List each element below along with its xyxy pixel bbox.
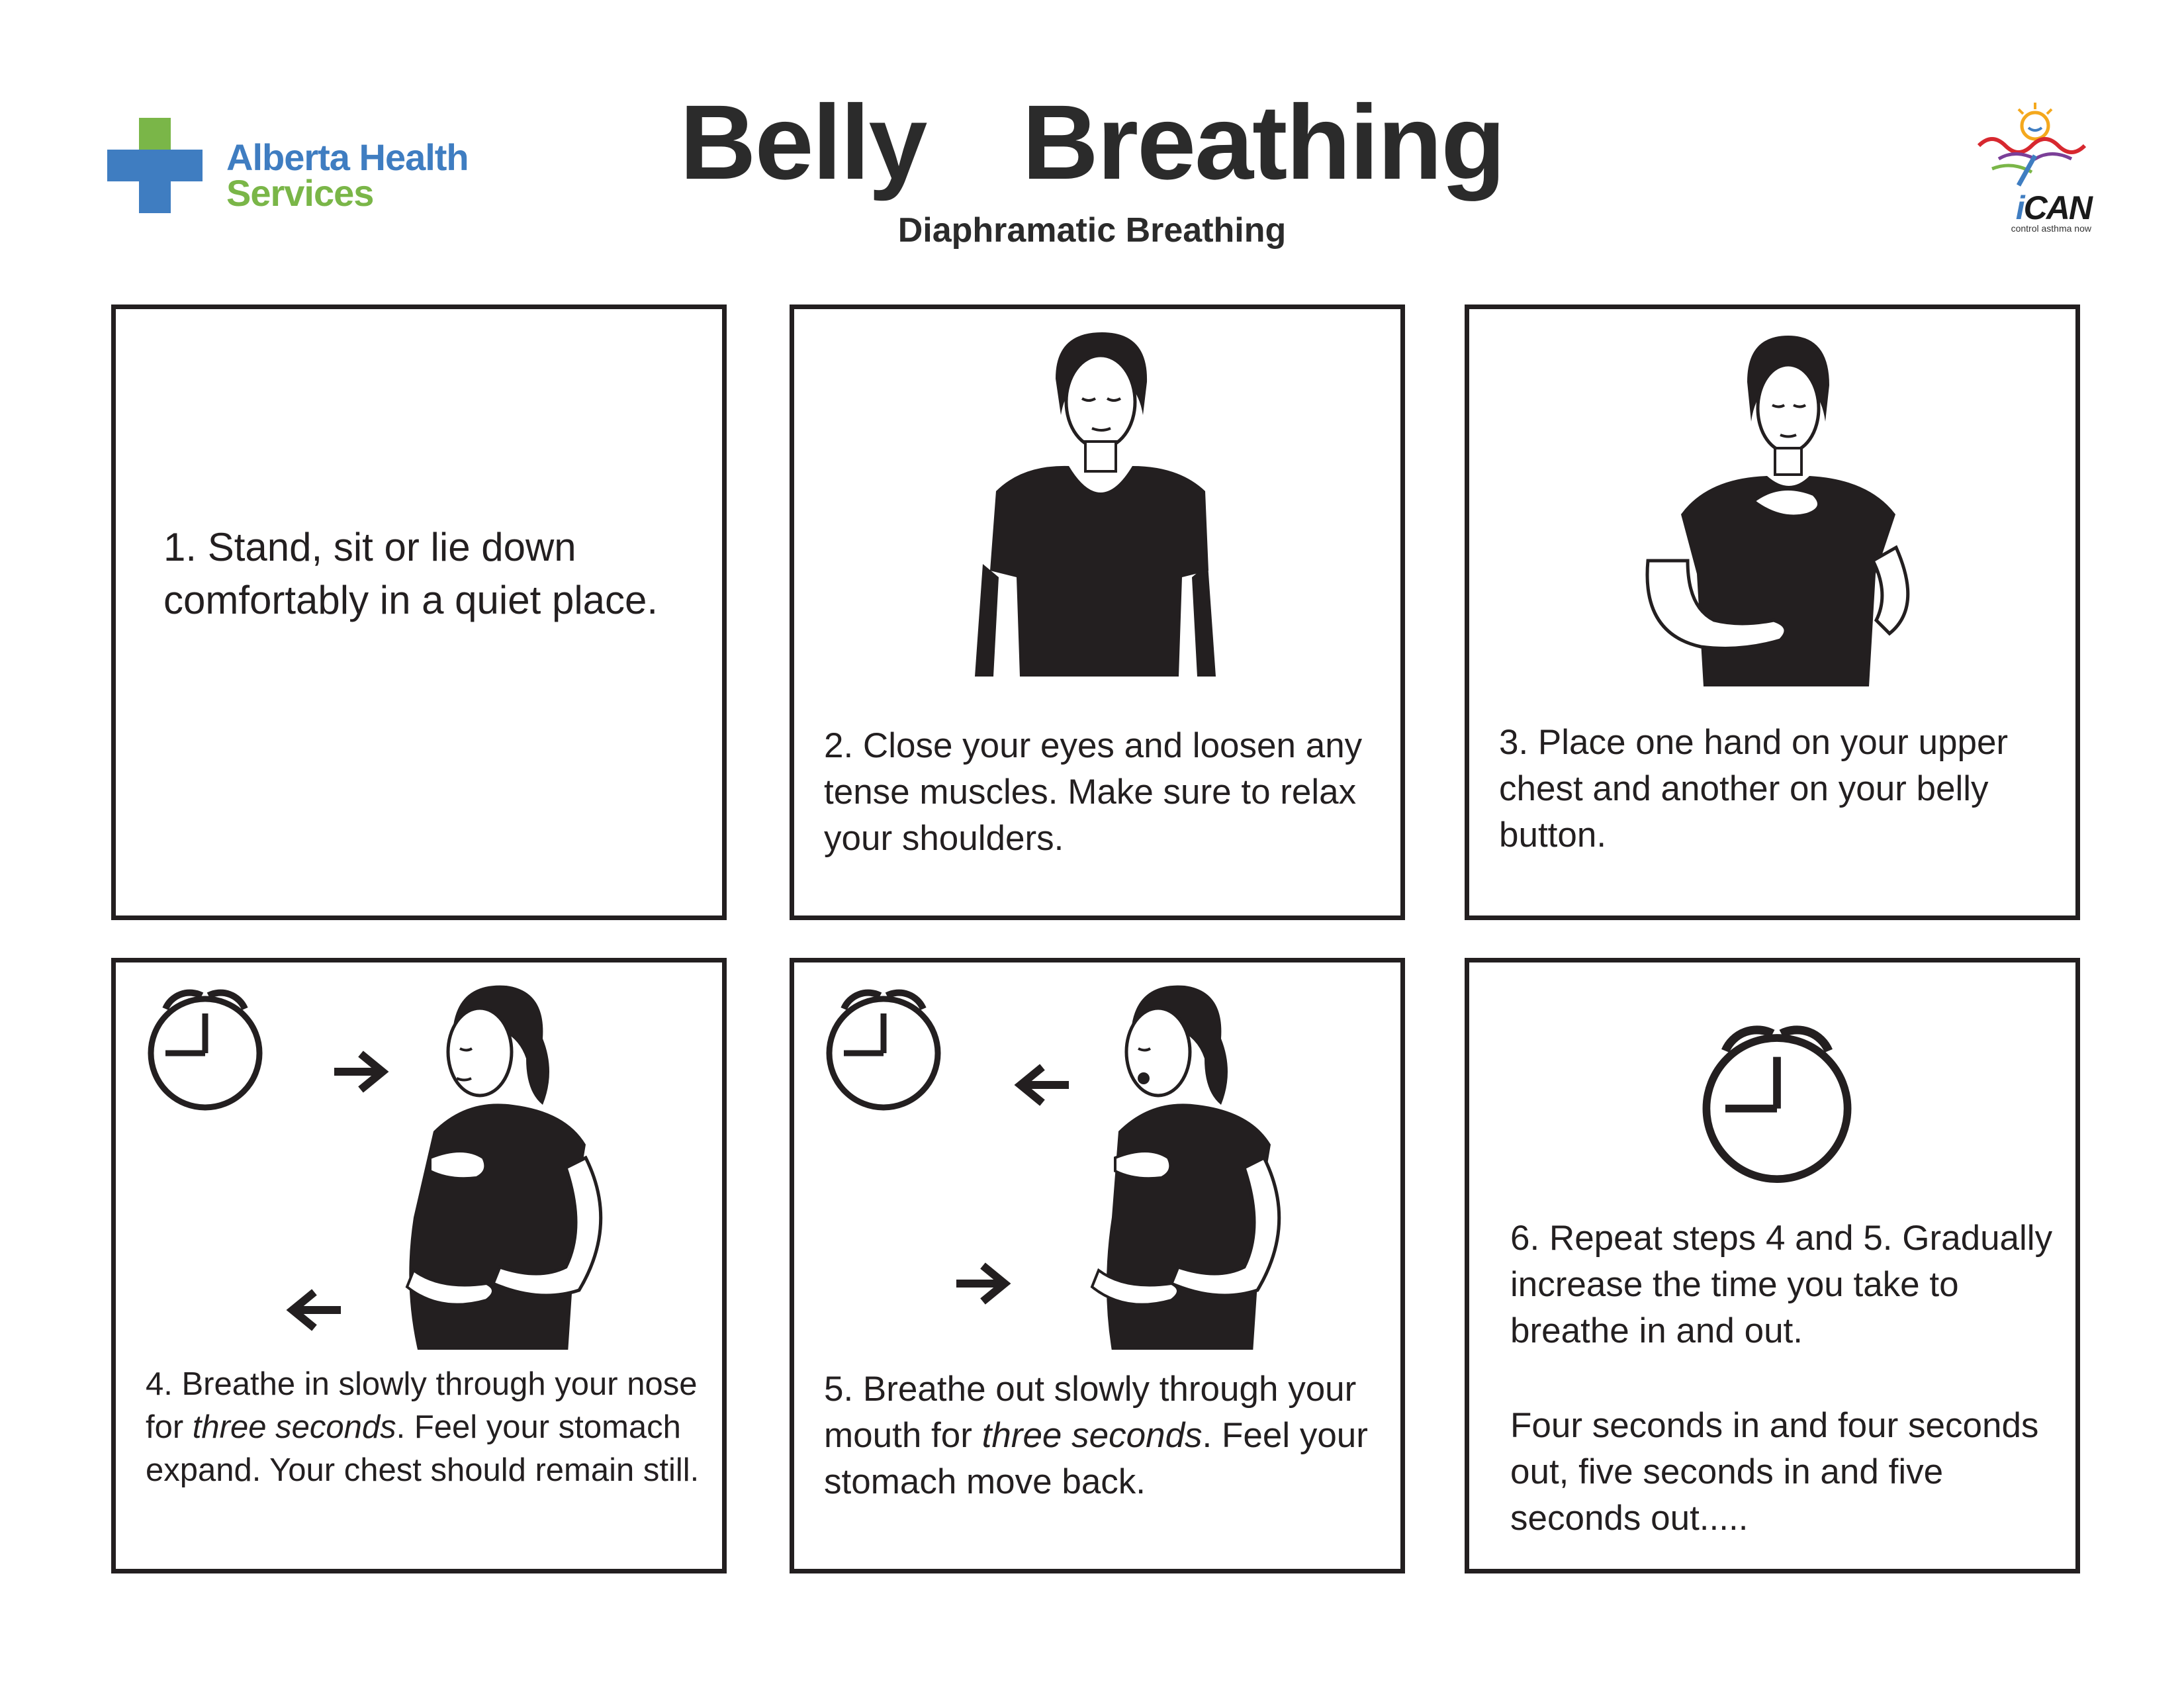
step-1-text: 1. Stand, sit or lie down comfortably in a quiet place. [163,525,659,622]
woman-illustration [1635,329,1926,686]
step-2-text: 2. Close your eyes and loosen any tense muscles. Make sure to relax your shoulders. [824,726,1363,858]
org-name-line2: Services [226,172,374,214]
ican-brand-text: iCAN [2015,189,2091,226]
step-3-panel [1465,305,2080,920]
ican-logo [1972,96,2091,238]
step-6-panel [1465,958,2080,1573]
step-1-panel [111,305,727,920]
ican-tagline: control asthma now [2011,223,2091,234]
step-4-text: 4. Breathe in slowly through your nose for three seconds. Feel your stomach expand. Your chest should remain still. [146,1366,700,1488]
woman-illustration [394,979,619,1350]
alarm-clock-icon [1691,1009,1863,1188]
arrow-left-icon [1013,1062,1072,1108]
arrow-right-icon [953,1260,1013,1307]
step-5-panel [790,958,1405,1573]
arrow-left-icon [285,1287,344,1333]
ican-figure-icon [1972,96,2091,189]
alarm-clock-icon [139,979,271,1111]
step-5-text: 5. Breathe out slowly through your mouth for three seconds. Feel your stomach move back. [824,1370,1368,1501]
page-title: Belly Breathing [679,83,1505,201]
alarm-clock-icon [817,979,950,1111]
org-name-line1: Alberta Health [226,136,469,178]
woman-illustration [1072,979,1297,1350]
step-3-text: 3. Place one hand on your upper chest and another on your belly button. [1499,723,2009,855]
page-subtitle: Diaphramatic Breathing [897,211,1287,250]
step-2-panel [790,305,1405,920]
woman-illustration [956,326,1234,683]
step-4-panel [111,958,727,1573]
arrow-right-icon [331,1049,390,1095]
step-6-note: Four seconds in and four seconds out, five seconds in and five seconds out..... [1510,1406,2039,1538]
step-6-text: 6. Repeat steps 4 and 5. Gradually increase the time you take to breathe in and out. [1510,1219,2053,1350]
